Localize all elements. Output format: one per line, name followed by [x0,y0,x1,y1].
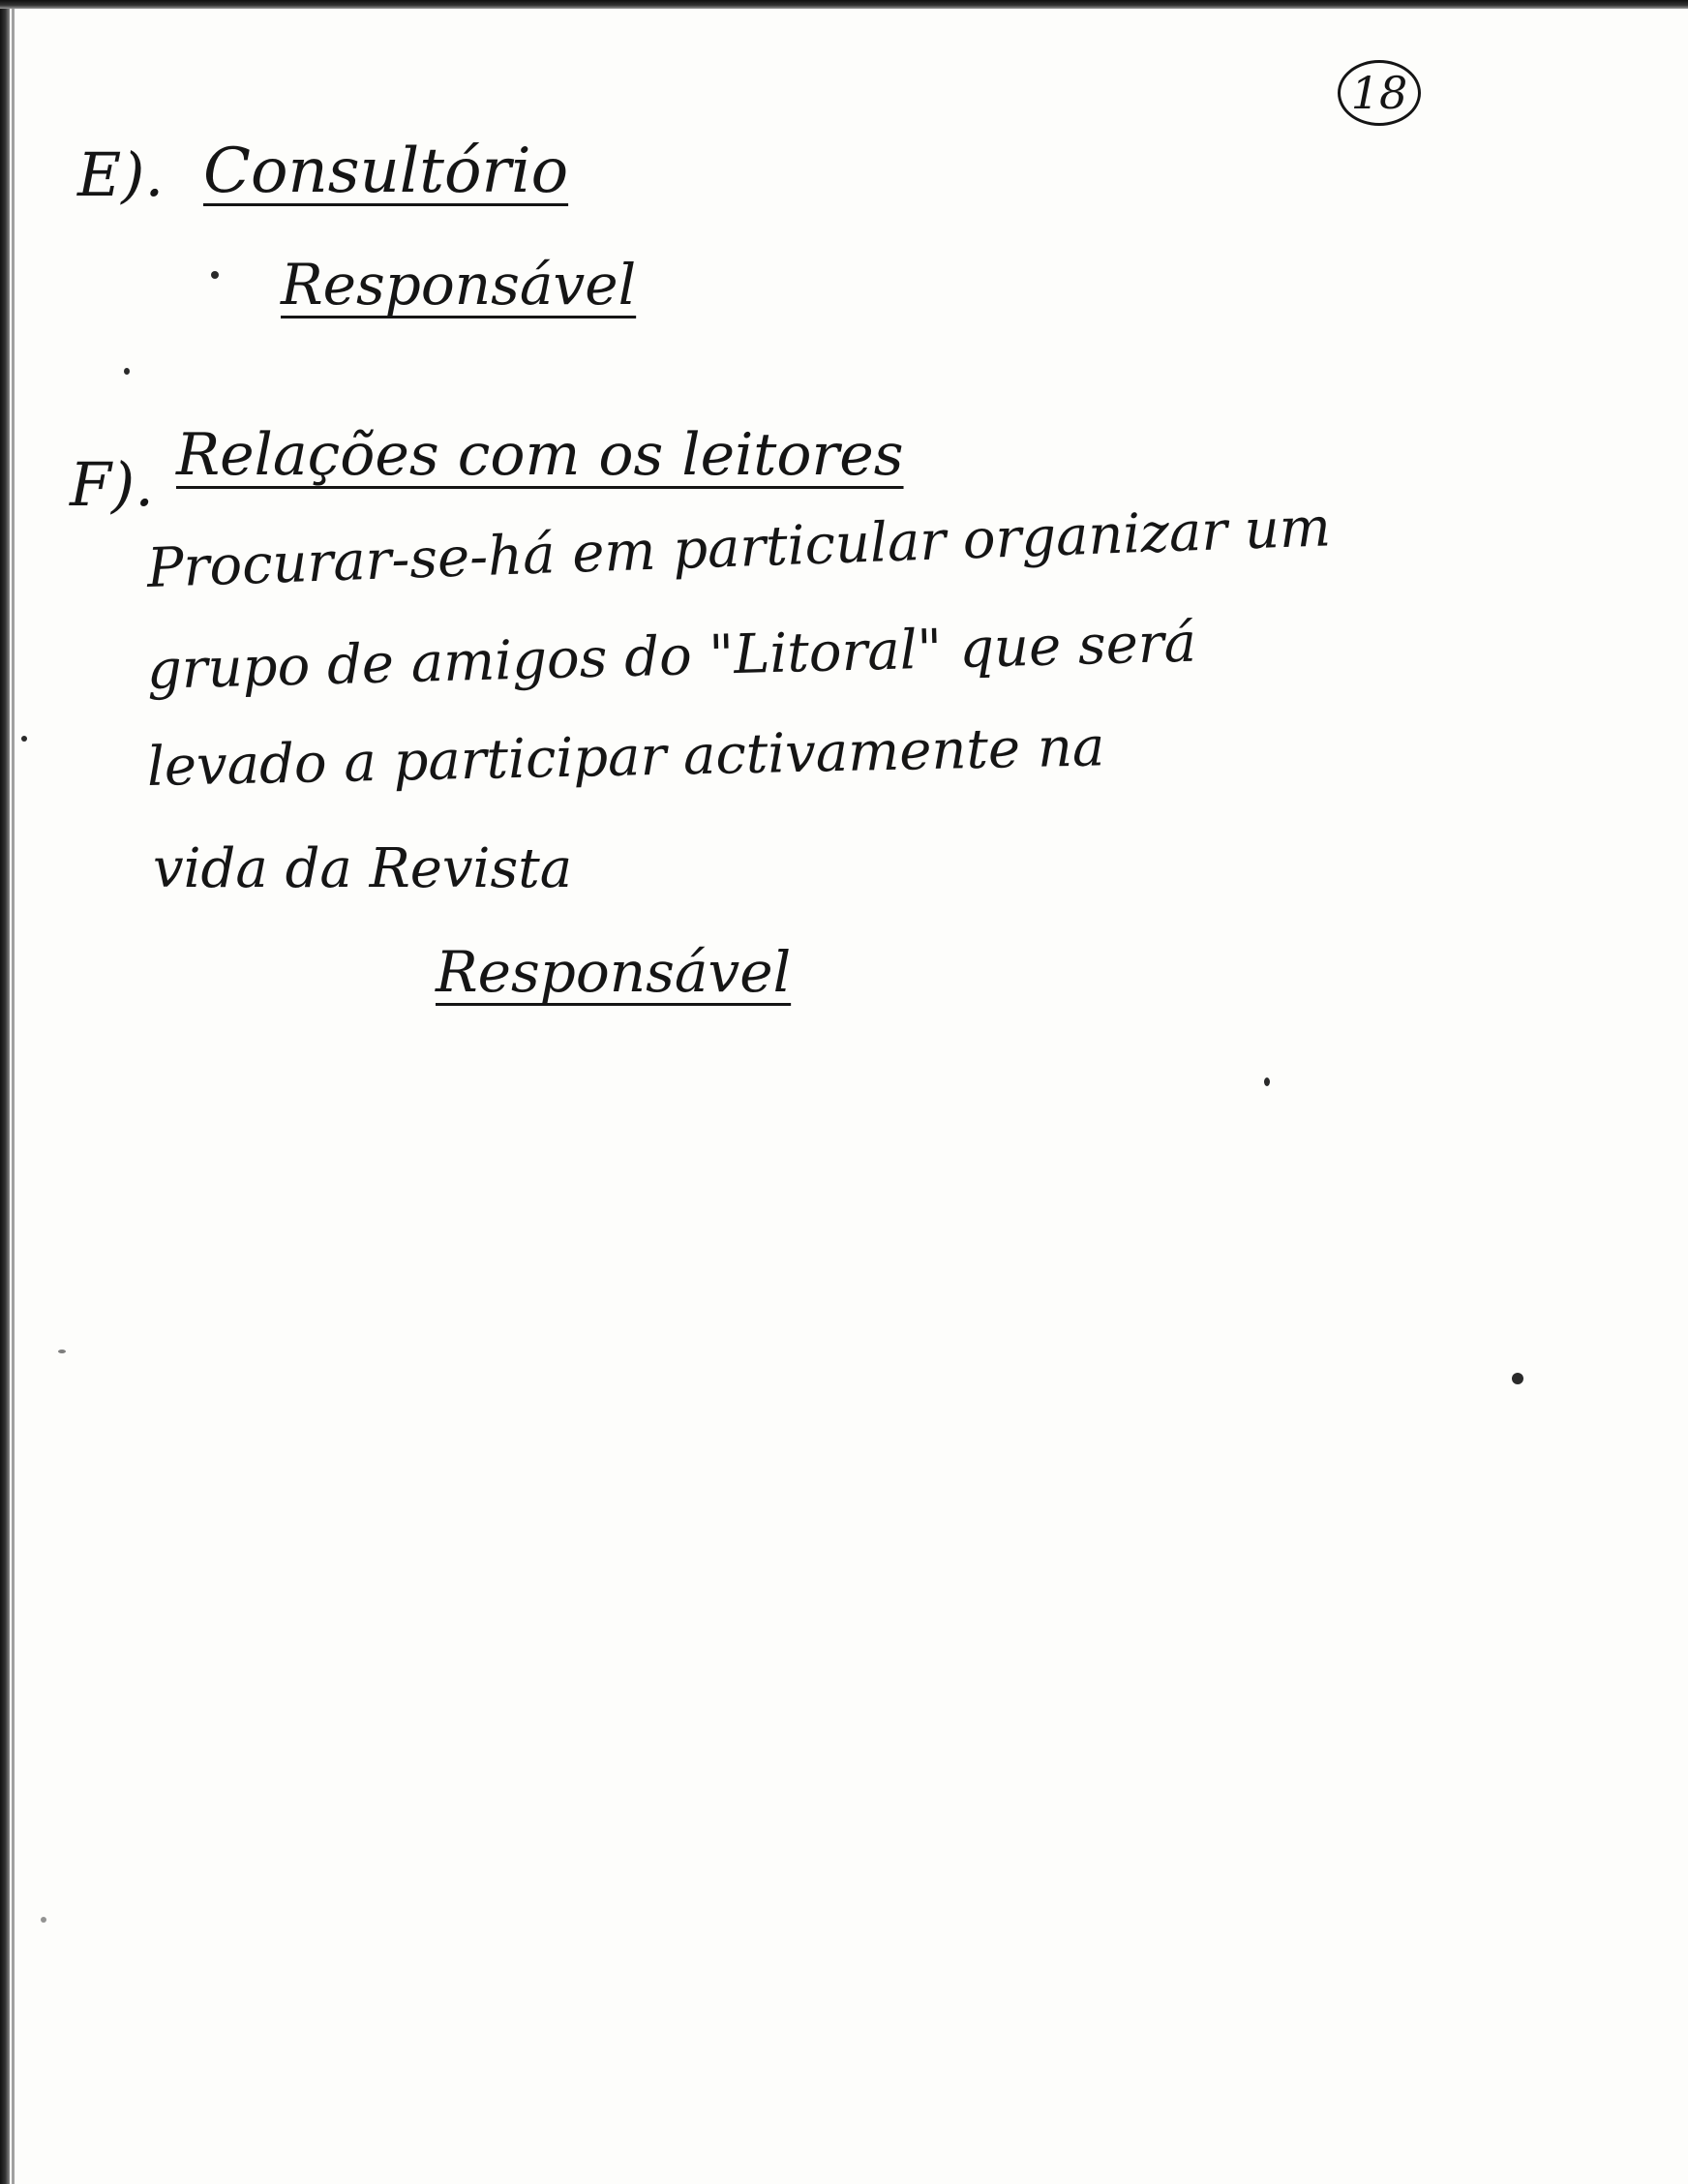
scan-speck [211,271,219,279]
scan-speck [1512,1373,1523,1384]
section-e-label: E). [77,139,165,210]
scan-border-left [0,0,10,2184]
scan-speck [41,1917,46,1923]
scan-speck [21,736,27,742]
section-e-responsible: Responsável [281,252,637,318]
section-f-responsible: Responsável [436,939,792,1005]
page-number: 18 [1350,67,1408,119]
section-f-body-line-3: levado a participar activamente na [146,715,1105,799]
scan-speck [124,368,130,375]
scan-border-left-inner [12,0,15,2184]
section-f-body-line-4: vida da Revista [153,837,573,900]
section-e-title: Consultório [203,136,569,207]
scan-speck [58,1350,66,1353]
section-f-body-line-2: grupo de amigos do "Litoral" que será [146,611,1197,702]
scan-border-top [0,0,1688,9]
section-f-title: Relações com os leitores [176,421,904,489]
section-f-body-line-1: Procurar-se-há em particular organizar um [145,496,1332,600]
scan-speck [1264,1077,1270,1086]
section-f-label: F). [70,449,154,520]
page-number-circled [1338,60,1421,126]
